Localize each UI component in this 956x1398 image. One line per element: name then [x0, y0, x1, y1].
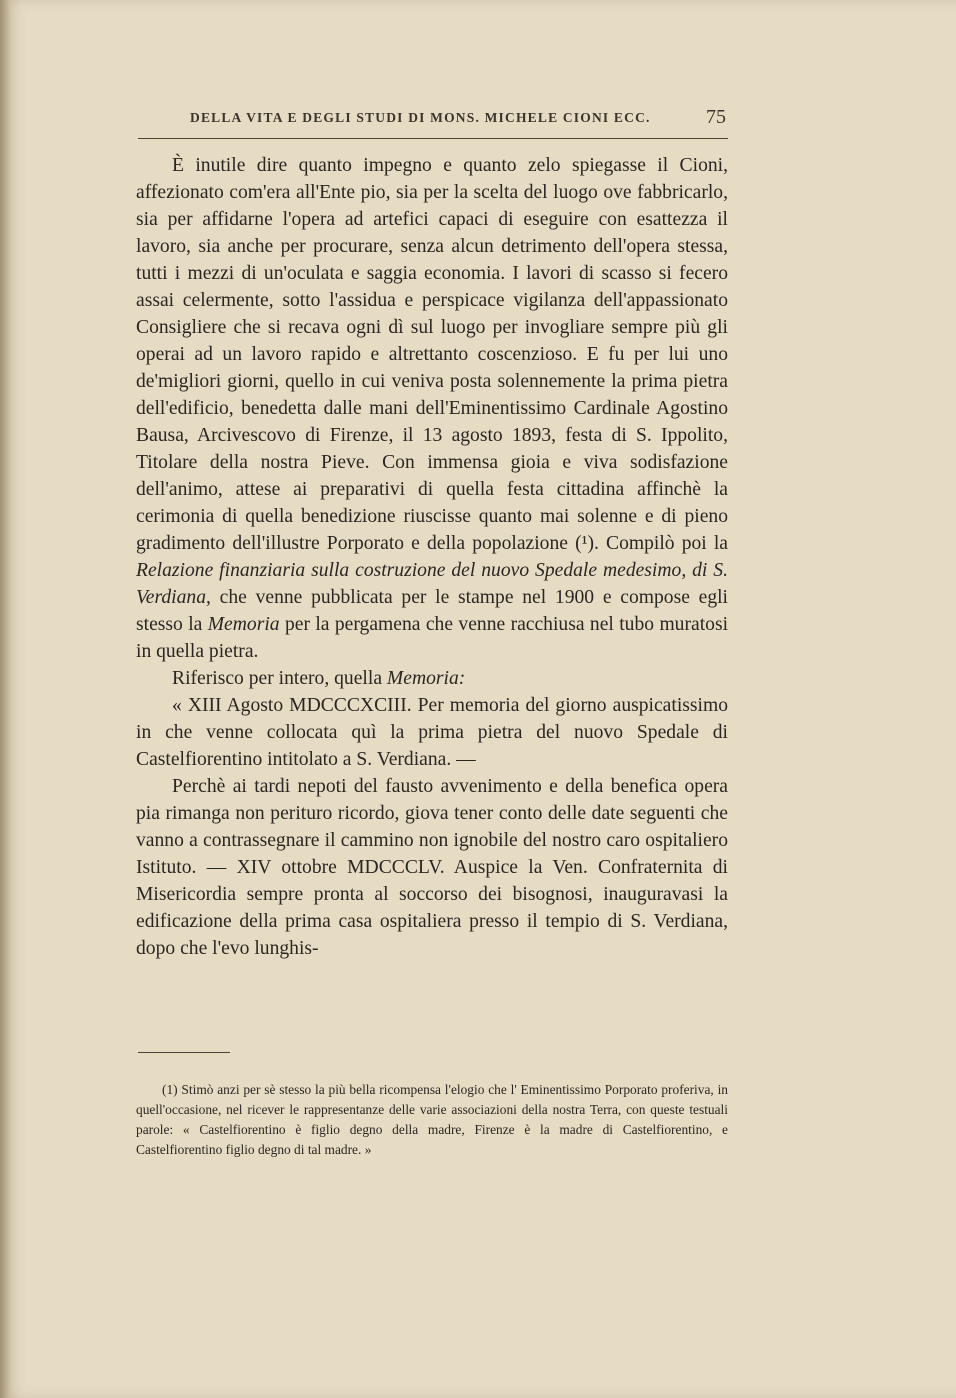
footnote-text: (1) Stimò anzi per sè stesso la più bella ricompensa l'elogio che l' Eminentissimo Porporato proferiva, in quell'occasione, nel ricever le rappresentanze delle varie associazioni della nostra Terra, con queste testuali parole: « Castelfiorentino è figlio degno della madre, Firenze è la madre di Castelfiorentino, e Castelfiorentino figlio degno di tal madre. » [136, 1082, 728, 1157]
paragraph-1-end: per la pergamena che venne racchiusa nel tubo muratosi in quella pietra. [136, 614, 729, 662]
paragraph-4: Perchè ai tardi nepoti del fausto avvenimento e della benefica opera pia rimanga non perituro ricordo, giova tener conto delle date seguenti che vanno a contrassegnare il cammino non ignobile del nostro caro ospitaliero Istituto. — XIV ottobre MDCCCLV. Auspice la Ven. Confraternita di Misericordia sempre pronta al soccorso dei bisognosi, inauguravasi la edificazione della prima casa ospitaliera presso il tempio di S. Verdiana, dopo che l'evo lunghis- [136, 776, 728, 959]
main-text [136, 152, 728, 962]
paragraph-2-italic: Memoria: [386, 668, 466, 689]
relazione-title: Relazione finanziaria sulla costruzione del nuovo Spedale medesimo, di S. Verdiana, [136, 560, 728, 608]
paragraph-3: « XIII Agosto MDCCCXCIII. Per memoria del giorno auspicatissimo in che venne collocata quì la prima pietra del nuovo Spedale di Castelfiorentino intitolato a S. Verdiana. — [136, 695, 728, 770]
running-title: DELLA VITA E DEGLI STUDI DI MONS. MICHELE CIONI ECC. [190, 110, 651, 125]
paragraph-1 [136, 152, 728, 665]
paragraph-1-mid: che venne pubblicata per le stampe nel 1900 e compose egli stesso la [136, 587, 729, 635]
page-spine-shadow [0, 0, 10, 1398]
footnote [136, 1080, 728, 1160]
header-rule [138, 138, 728, 139]
paragraph-1-text: È inutile dire quanto impegno e quanto zelo spiegasse il Cioni, affezionato com'era all'Ente pio, sia per la scelta del luogo ove fabbricarlo, sia per affidarne l'opera ad artefici capaci di eseguire con esattezza il lavoro, sia anche per procurare, senza alcun detrimento dell'opera stessa, tutti i mezzi di un'oculata e saggia economia. I lavori di scasso si fecero assai celermente, sotto l'assidua e perspicace vigilanza dell'appassionato Consigliere che si recava ogni dì sul luogo per invogliare sempre più gli operai ad un lavoro rapido e altrettanto coscenzioso. E fu per lui uno de'migliori giorni, quello in cui veniva posta solennemente la prima pietra dell'edificio, benedetta dalle mani dell'Eminentissimo Cardinale Agostino Bausa, Arcivescovo di Firenze, il 13 agosto 1893, festa di S. Ippolito, Titolare della nostra Pieve. Con immensa gioia e viva sodisfazione dell'animo, attese ai preparativi di quella festa cittadina affinchè la cerimonia di quella benedizione riuscisse quanto mai solenne e di pieno gradimento dell'illustre Porporato e della popolazione (¹). Compilò poi la [136, 155, 728, 554]
page-number: 75 [706, 106, 726, 128]
paragraph-2-text: Riferisco per intero, quella [172, 668, 383, 689]
page-header [138, 106, 728, 134]
paragraph-2 [136, 665, 728, 692]
footnote-rule [138, 1052, 230, 1053]
memoria-title: Memoria [207, 614, 280, 635]
